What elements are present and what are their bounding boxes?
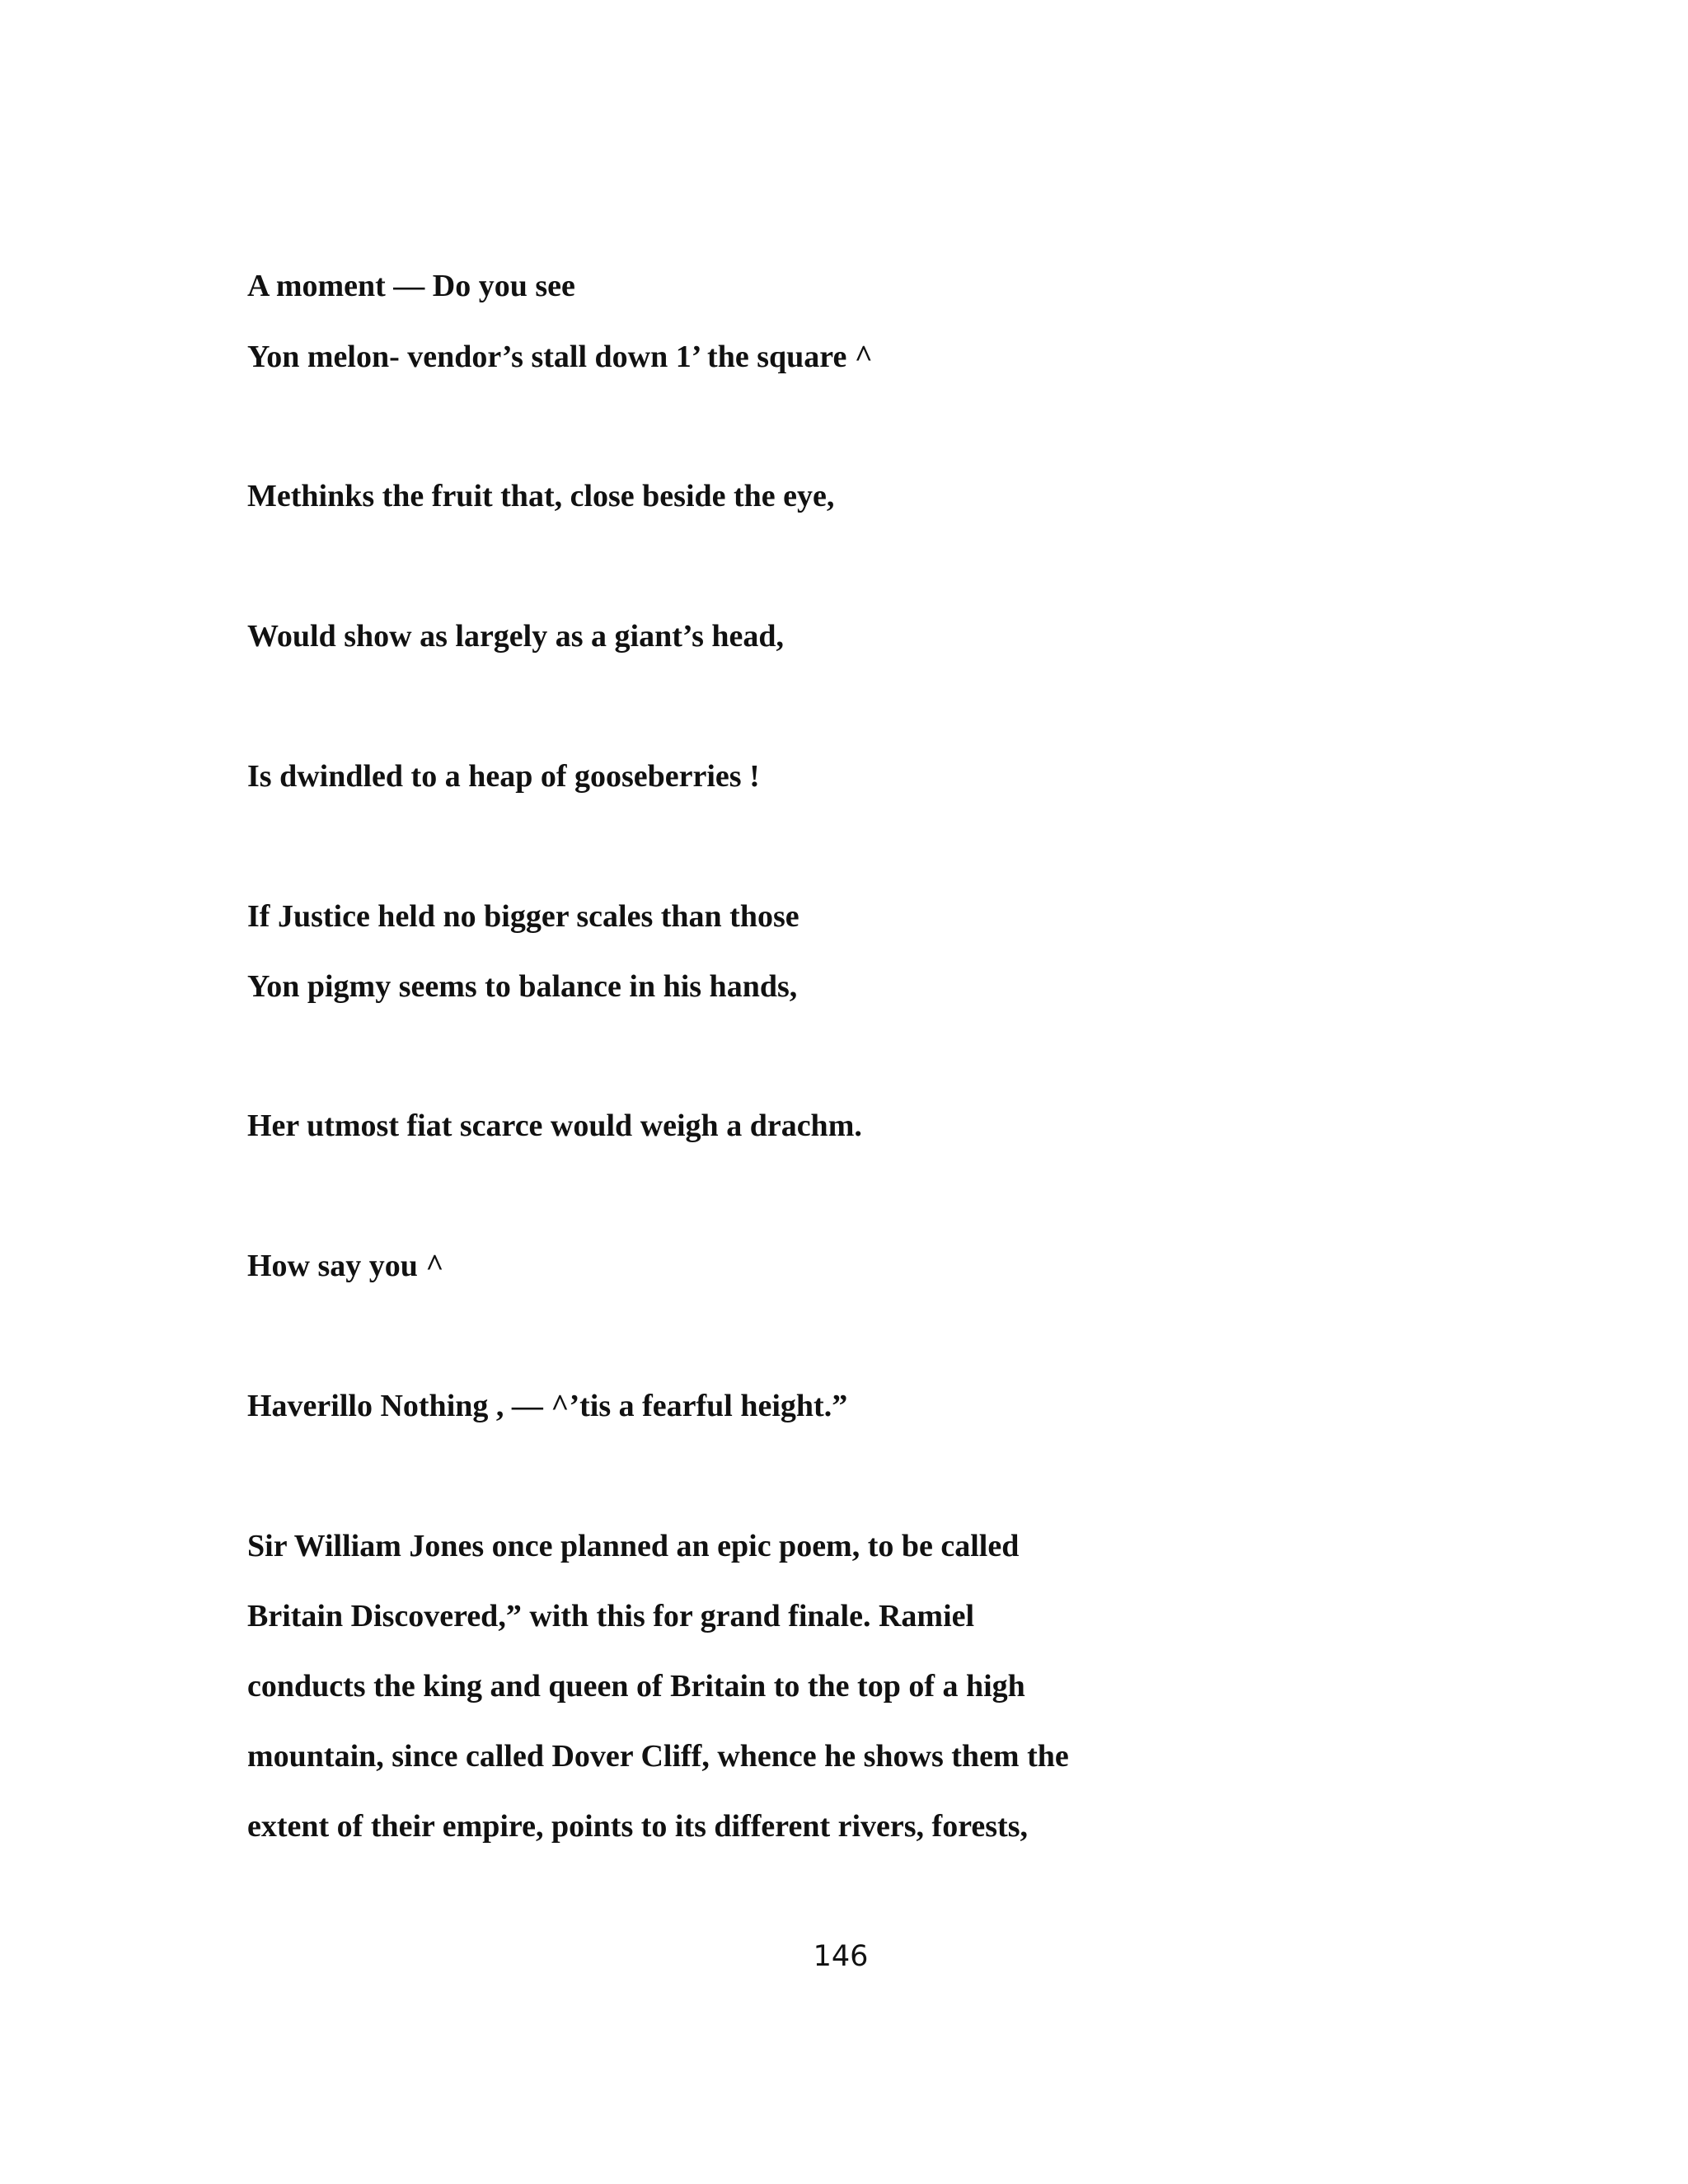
text-line: Britain Discovered,” with this for grand finale. Ramiel [247,1599,975,1633]
text-line: Is dwindled to a heap of gooseberries ! [247,759,760,794]
text-line: extent of their empire, points to its different rivers, forests, [247,1809,1028,1844]
page-number: 146 [813,1940,869,1973]
text-line: A moment — Do you see [247,269,575,303]
text-line: Would show as largely as a giant’s head, [247,619,785,654]
text-line: Haverillo Nothing , — ^’tis a fearful height.” [247,1389,848,1423]
text-line: mountain, since called Dover Cliff, whence he shows them the [247,1739,1069,1774]
text-line: Sir William Jones once planned an epic poem, to be called [247,1529,1020,1563]
text-line: Yon melon- vendor’s stall down 1’ the square ^ [247,340,873,374]
text-line: Her utmost fiat scarce would weigh a drachm. [247,1108,862,1143]
text-line: Yon pigmy seems to balance in his hands, [247,969,798,1004]
text-line: conducts the king and queen of Britain to the top of a high [247,1669,1025,1704]
text-line: How say you ^ [247,1249,444,1283]
text-line: If Justice held no bigger scales than those [247,899,799,934]
text-line: Methinks the fruit that, close beside the eye, [247,479,835,513]
